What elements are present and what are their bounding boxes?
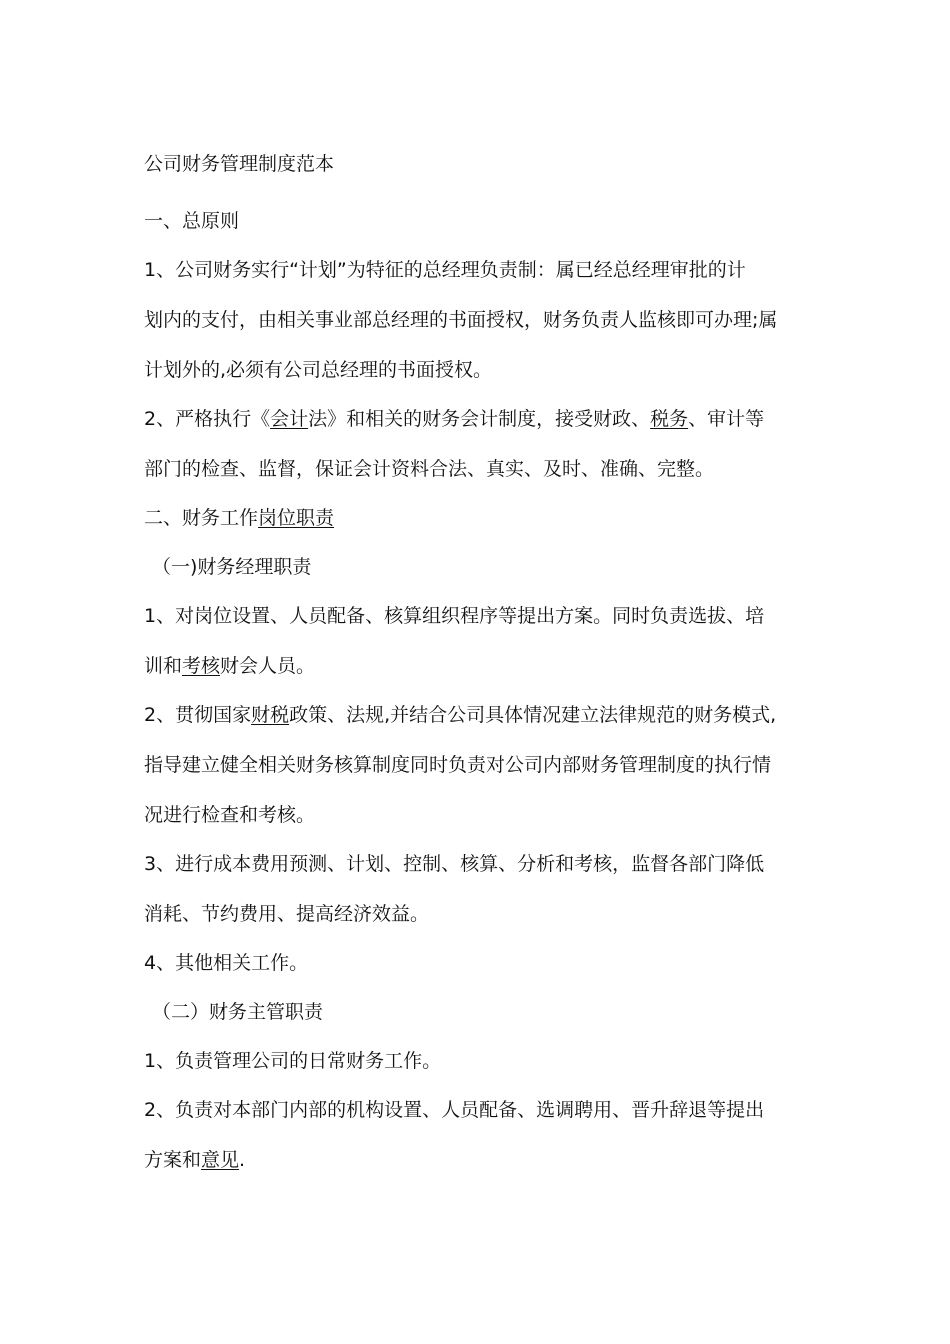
text-run: 训和 [144, 655, 183, 677]
link-assessment[interactable]: 考核 [182, 655, 221, 677]
text-run: 二、财务工作 [144, 507, 259, 529]
text-run: 方案和 [144, 1149, 202, 1171]
text-run: 法》和相关的财务会计制度，接受财政、 [308, 408, 651, 430]
paragraph-2-1-3 [144, 852, 794, 927]
text-run: 财会人员。 [220, 655, 316, 677]
document-title: 公司财务管理制度范本 [144, 153, 335, 175]
paragraph-2-1-2 [144, 703, 794, 828]
document-page [144, 152, 794, 1197]
text-line: 1、公司财务实行“计划”为特征的总经理负责制：属已经总经理审批的计 [144, 259, 746, 281]
section-heading-job-duties [144, 506, 794, 531]
text-line: 1、对岗位设置、人员配备、核算组织程序等提出方案。同时负责选拔、培 [144, 605, 765, 627]
text-line [144, 1148, 794, 1173]
subsection-heading-finance-manager: （一)财务经理职责 [152, 556, 312, 578]
text-run: 政策、法规,并结合公司具体情况建立法律规范的财务模式, [289, 704, 777, 726]
text-line: 消耗、节约费用、提高经济效益。 [144, 903, 430, 925]
text-line: 况进行检查和考核。 [144, 804, 316, 826]
paragraph-2-2-2 [144, 1098, 794, 1173]
text-line [144, 407, 794, 432]
text-line: 2、负责对本部门内部的机构设置、人员配备、选调聘用、晋升辞退等提出 [144, 1099, 765, 1121]
text-line [144, 654, 794, 679]
text-line: 3、进行成本费用预测、计划、控制、核算、分析和考核，监督各部门降低 [144, 853, 765, 875]
paragraph-1-2 [144, 407, 794, 482]
link-opinion[interactable]: 意见 [201, 1149, 240, 1171]
text-line: 计划外的,必须有公司总经理的书面授权。 [144, 359, 493, 381]
paragraph-2-2-1: 1、负责管理公司的日常财务工作。 [144, 1050, 442, 1072]
link-fiscal-tax[interactable]: 财税 [251, 704, 290, 726]
link-accounting[interactable]: 会计 [270, 408, 309, 430]
link-taxation[interactable]: 税务 [650, 408, 689, 430]
text-line: 指导建立健全相关财务核算制度同时负责对公司内部财务管理制度的执行情 [144, 754, 772, 776]
section-heading-general-principles: 一、总原则 [144, 210, 240, 232]
text-line: 部门的检查、监督，保证会计资料合法、真实、及时、准确、完整。 [144, 458, 715, 480]
text-run: . [239, 1149, 246, 1171]
paragraph-1-1 [144, 258, 794, 383]
paragraph-2-1-1 [144, 604, 794, 679]
text-line: 划内的支付，由相关事业部总经理的书面授权，财务负责人监核即可办理;属 [144, 309, 778, 331]
link-job-duties[interactable]: 岗位职责 [258, 507, 335, 529]
text-line [144, 703, 794, 728]
subsection-heading-finance-supervisor: （二）财务主管职责 [152, 1001, 324, 1023]
text-run: 、审计等 [688, 408, 765, 430]
paragraph-2-1-4: 4、其他相关工作。 [144, 952, 309, 974]
text-run: 2、严格执行《 [144, 408, 271, 430]
text-run: 2、贯彻国家 [144, 704, 252, 726]
